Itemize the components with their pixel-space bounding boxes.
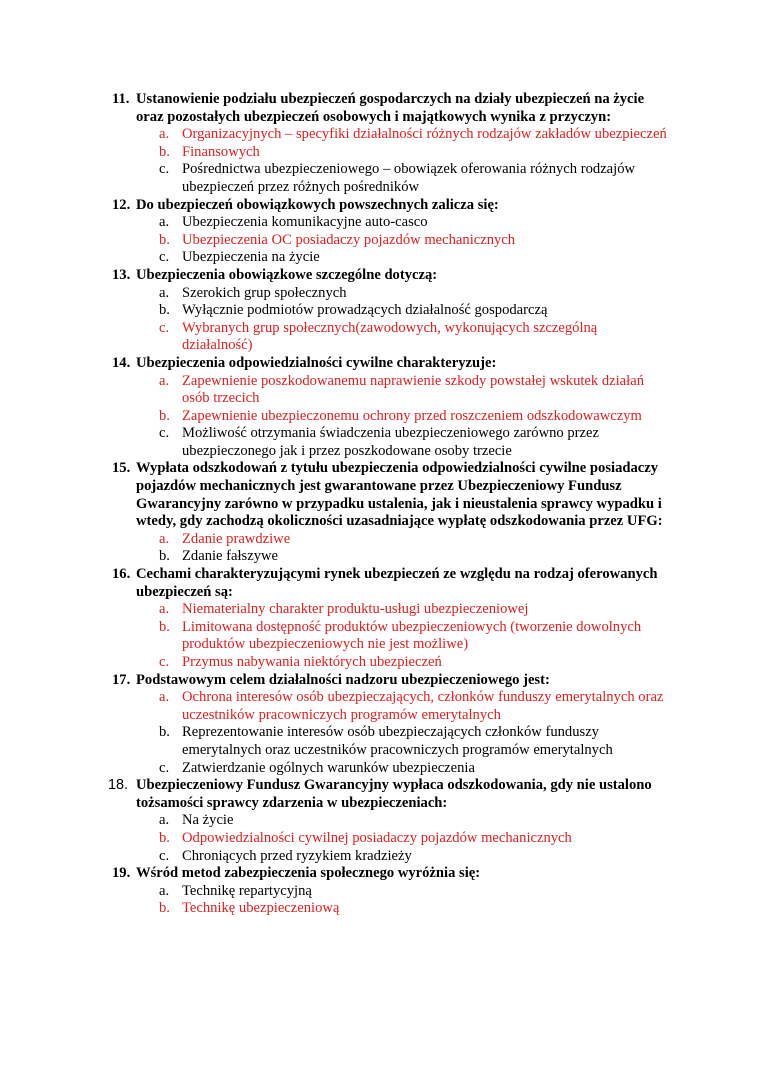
option-text: Zdanie fałszywe: [182, 548, 279, 565]
option-letter: c.: [159, 425, 170, 442]
question-text: Ubezpieczeniowy Fundusz Gwarancyjny wypłaca odszkodowania, gdy nie ustalono tożsamości sprawcy zdarzenia w ubezpieczeniach:: [136, 777, 652, 811]
option-b: [159, 724, 670, 759]
option-letter: c.: [159, 759, 170, 776]
question-15: [112, 460, 666, 530]
option-letter: b.: [159, 548, 170, 565]
option-letter: a.: [159, 882, 170, 899]
question-number: 19.: [112, 865, 131, 882]
top-margin: [0, 0, 760, 91]
question-text: Do ubezpieczeń obowiązkowych powszechnych zalicza się:: [136, 196, 499, 213]
option-text: Na życie: [182, 812, 234, 829]
options-list: [0, 689, 760, 777]
option-text: Zdanie prawdziwe: [182, 530, 291, 547]
options-list: [0, 126, 760, 196]
option-letter: c.: [159, 161, 170, 178]
option-text: Szerokich grup społecznych: [182, 284, 347, 301]
question-14: [112, 354, 666, 373]
question-18: [108, 777, 666, 812]
option-c: [159, 847, 670, 866]
option-text: Wyłącznie podmiotów prowadzących działalność gospodarczą: [182, 302, 548, 319]
question-number: 13.: [112, 266, 131, 283]
question-11: [112, 91, 666, 126]
option-letter: a.: [159, 372, 170, 389]
option-text: Technikę repartycyjną: [182, 882, 312, 899]
option-text: Przymus nabywania niektórych ubezpieczeń: [182, 654, 442, 670]
question-text: Cechami charakteryzującymi rynek ubezpieczeń ze względu na rodzaj oferowanych ubezpieczeń są:: [136, 566, 658, 600]
question-number: 15.: [112, 460, 131, 477]
question-12: [112, 196, 666, 215]
option-text: Odpowiedzialności cywilnej posiadaczy pojazdów mechanicznych: [182, 829, 572, 846]
option-b: [159, 407, 670, 426]
options-list: [0, 285, 760, 355]
option-c: [159, 319, 670, 355]
options-list: [0, 601, 760, 671]
question-number: 18.: [108, 777, 129, 794]
option-a: [159, 530, 670, 549]
option-text: Zapewnienie poszkodowanemu naprawienie szkody powstałej wskutek działań osób trzecich: [182, 372, 644, 407]
option-c: [159, 759, 670, 778]
option-text: Zatwierdzanie ogólnych warunków ubezpieczenia: [182, 759, 475, 776]
option-text: Limitowana dostępność produktów ubezpieczeniowych (tworzenie dowolnych produktów ubezpieczeniowych nie jest możliwe): [182, 618, 642, 653]
option-a: [159, 372, 670, 408]
option-text: Ubezpieczenia komunikacyjne auto-casco: [182, 214, 428, 231]
option-a: [159, 689, 670, 724]
question-text: Wśród metod zabezpieczenia społecznego wyróżnia się:: [136, 865, 481, 882]
option-letter: a.: [159, 214, 170, 231]
option-text: Chroniących przed ryzykiem kradzieży: [182, 847, 412, 864]
option-text: Ubezpieczenia OC posiadaczy pojazdów mechanicznych: [182, 231, 516, 248]
option-text: Reprezentowanie interesów osób ubezpieczających członków funduszy emerytalnych oraz uczestników pracowniczych programów emerytalnych: [182, 724, 613, 758]
option-letter: c.: [159, 847, 170, 864]
option-c: [159, 249, 670, 267]
option-letter: c.: [159, 654, 170, 670]
option-letter: b.: [159, 900, 170, 917]
question-number: 14.: [112, 354, 131, 371]
option-text: Pośrednictwa ubezpieczeniowego – obowiązek oferowania różnych rodzajów ubezpieczeń przez różnych pośredników: [182, 161, 636, 195]
option-text: Zapewnienie ubezpieczonemu ochrony przed roszczeniem odszkodowawczym: [182, 407, 642, 424]
option-text: Możliwość otrzymania świadczenia ubezpieczeniowego zarówno przez ubezpieczonego jak i przez poszkodowane osoby trzecie: [182, 425, 599, 459]
option-a: [159, 126, 670, 144]
question-text: Podstawowym celem działalności nadzoru ubezpieczeniowego jest:: [136, 671, 550, 688]
option-letter: a.: [159, 689, 170, 706]
options-list: [0, 812, 760, 865]
option-letter: a.: [159, 601, 170, 618]
option-letter: b.: [159, 724, 170, 741]
option-letter: b.: [159, 618, 170, 635]
question-number: 11.: [112, 91, 130, 107]
question-19: [112, 865, 666, 883]
option-a: [159, 214, 670, 232]
option-b: [159, 618, 670, 654]
option-b: [159, 900, 670, 918]
option-letter: a.: [159, 126, 170, 143]
question-text: Ubezpieczenia obowiązkowe szczególne dotyczą:: [136, 266, 438, 283]
option-letter: a.: [159, 812, 170, 829]
option-b: [159, 143, 670, 162]
option-text: Organizacyjnych – specyfiki działalności różnych rodzajów zakładów ubezpieczeń: [182, 126, 667, 143]
option-a: [159, 601, 670, 619]
question-text: Wypłata odszkodowań z tytułu ubezpieczenia odpowiedzialności cywilne posiadaczy pojazdów mechanicznych jest gwarantowane przez Ubezpieczeniowy Fundusz Gwarancyjny zarówno w przypadku ustalenia, jak i nieustalenia sprawcy wypadku i wtedy, gdy zachodzą okoliczności uzasadniające wypłatę odszkodowania przez UFG:: [136, 460, 663, 530]
option-letter: c.: [159, 319, 170, 336]
options-list: [0, 531, 760, 566]
option-text: Niematerialny charakter produktu-usługi ubezpieczeniowej: [182, 601, 529, 618]
option-letter: b.: [159, 231, 170, 248]
option-a: [159, 882, 670, 901]
option-b: [159, 302, 670, 320]
option-b: [159, 829, 670, 848]
option-b: [159, 231, 670, 250]
question-16: [112, 566, 666, 601]
option-c: [159, 161, 670, 196]
option-text: Technikę ubezpieczeniową: [182, 900, 340, 917]
question-17: [112, 671, 666, 690]
question-13: [112, 266, 666, 285]
options-list: [0, 214, 760, 267]
question-text: Ubezpieczenia odpowiedzialności cywilne charakteryzuje:: [136, 354, 497, 371]
option-b: [159, 548, 670, 566]
option-c: [159, 654, 670, 672]
question-number: 17.: [112, 671, 131, 688]
option-a: [159, 812, 670, 830]
option-letter: b.: [159, 143, 170, 160]
question-number: 12.: [112, 196, 131, 213]
option-text: Ubezpieczenia na życie: [182, 249, 320, 266]
option-a: [159, 284, 670, 303]
question-text: Ustanowienie podziału ubezpieczeń gospodarczych na działy ubezpieczeń na życie oraz pozostałych ubezpieczeń osobowych i majątkowych wynika z przyczyn:: [136, 91, 645, 125]
option-letter: a.: [159, 284, 170, 301]
option-letter: b.: [159, 407, 170, 424]
option-text: Ochrona interesów osób ubezpieczających, członków funduszy emerytalnych oraz uczestników pracowniczych programów emerytalnych: [182, 689, 664, 723]
option-letter: c.: [159, 249, 170, 266]
option-c: [159, 425, 670, 460]
option-text: Finansowych: [182, 143, 260, 160]
question-number: 16.: [112, 566, 131, 583]
options-list: [0, 883, 760, 918]
option-text: Wybranych grup społecznych(zawodowych, wykonujących szczególną działalność): [182, 319, 598, 354]
option-letter: a.: [159, 530, 170, 547]
option-letter: b.: [159, 829, 170, 846]
option-letter: b.: [159, 302, 170, 319]
options-list: [0, 373, 760, 461]
